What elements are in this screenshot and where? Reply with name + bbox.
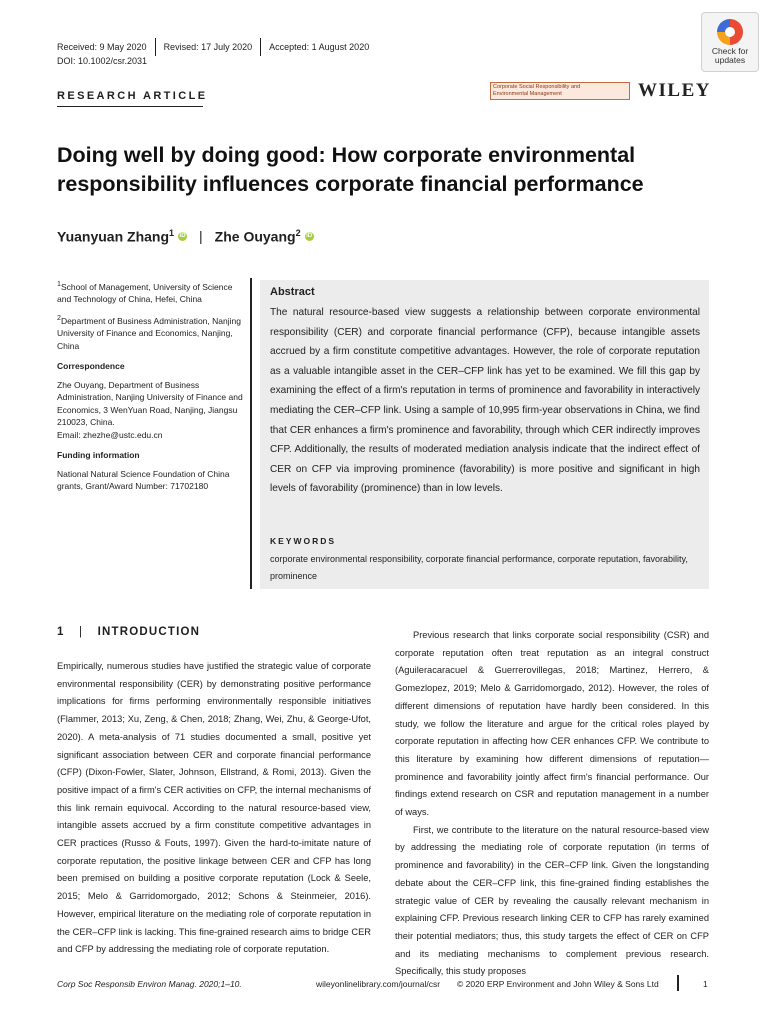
keywords-heading: KEYWORDS [270, 536, 337, 546]
journal-logo[interactable] [490, 82, 630, 100]
journal-logo-line-1: Corporate Social Responsibility and [493, 84, 581, 90]
divider [260, 38, 261, 56]
author-info-sidebar [57, 278, 243, 499]
badge-label-line-1: Check for [711, 46, 749, 56]
revised-date: Revised: 17 July 2020 [163, 42, 253, 52]
accepted-date: Accepted: 1 August 2020 [269, 42, 370, 52]
correspondence-heading: Correspondence [57, 361, 125, 372]
body-column-right [395, 627, 709, 981]
author-name[interactable]: Zhe Ouyang$^2$ [214, 228, 301, 245]
funding-heading: Funding information [57, 450, 140, 461]
paper-title: Doing well by doing good: How corporate environmental responsibility influences corporate financial performance [57, 143, 644, 196]
footer-copyright: © 2020 ERP Environment and John Wiley & Sons Ltd [457, 979, 659, 989]
body-column-left [57, 658, 371, 973]
footer-url-link[interactable]: wileyonlinelibrary.com/journal/csr [316, 979, 441, 989]
divider [155, 38, 156, 56]
doi-link[interactable]: DOI: 10.1002/csr.2031 [57, 56, 148, 66]
author-name[interactable]: Yuanyuan Zhang$^1$ [57, 228, 175, 245]
publication-dates [57, 38, 369, 56]
publisher-logo[interactable]: WILEY [638, 80, 711, 101]
journal-logo-line-2: Environmental Management [493, 91, 562, 97]
section-title: INTRODUCTION [97, 626, 201, 638]
check-for-updates-icon [717, 19, 743, 45]
abstract-heading: Abstract [270, 286, 315, 298]
body-paragraph: Empirically, numerous studies have justified the strategic value of corporate environmental responsibility (CER) by demonstrating positive performance implications for firms performing environmentally responsible initiatives (Flammer, 2013; Xu, Zeng, & Chen, 2018; Zhang, Wei, Zhu, & George-Ufot, 2020). A meta-analysis of 71 studies documented a small, positive yet significant association between CER and corporate financial performance (CFP) (Dixon-Fowler, Slater, Johnson, Ellstrand, & Romi, 2013). Given the positive impact of a firm's CER activities on CFP, the internal mechanisms of this link remain equivocal. According to the natural resource-based view, intangible assets accrued by a firm constitute competitive advantages in CER practices (Russo & Fouts, 1997). Given the hard-to-imitate nature of corporate reputation, the positive linkage between CER and CFP has long been premised on building a positive corporate reputation (Lock & Seele, 2015; Melo & Garridomorgado, 2012; Schons & Steinmeier, 2016). However, empirical literature on the mediating role of corporate reputation in the CER–CFP link is lacking. This fine-grained research aims to bridge CER and CFP by addressing the mediating role of corporate reputation. [57, 661, 371, 955]
funding-body: National Natural Science Foundation of China grants, Grant/Award Number: 71702180 [57, 468, 230, 492]
affiliation: $^2$Department of Business Administration, Nanjing University of Finance and Economics, Nanjing, China [57, 313, 241, 351]
check-for-updates-button[interactable] [701, 12, 759, 72]
body-paragraph: First, we contribute to the literature on the natural resource-based view by addressing the mediating role of corporate reputation (in terms of prominence and favorability) in the CER–CFP link. Given the longstanding debate about the CER–CFP link, this fine-grained finding establishes the strategic value of CER by revealing the causally relevant mechanism in explaining CFP. Previous research linking CER to CFP has rarely examined their potential mediators; thus, this study targets the effect of CER on CFP and its mediating mechanisms to complement previous research. Specifically, this study proposes [395, 824, 709, 977]
author-separator: | [199, 228, 203, 245]
page-number: 1 [703, 979, 708, 989]
footer-journal-citation: Corp Soc Responsib Environ Manag. 2020;1–10. [57, 979, 242, 989]
section-number: 1 [57, 626, 65, 638]
keywords-text: corporate environmental responsibility, corporate financial performance, corporate reputation, favorability, prominence [270, 554, 688, 581]
divider [677, 975, 679, 991]
abstract-text: The natural resource-based view suggests a relationship between corporate environmental responsibility (CER) and corporate financial performance (CFP), because intangible assets accrued by a firm constitute competitive advantages. However, the role of corporate reputation as a valuable intangible asset in the CER–CFP link has yet to be examined. We fill this gap by examining the effect of a firm's reputation in terms of prominence and favorability in interactively mediating the CER–CFP link. Using a sample of 10,995 firm-year observations in China, we find that CER enhances a firm's prominence and favorability, through which CER indirectly improves CFP. Additionally, the results of moderated mediation analysis indicate that the indirect effect of CER on CFP via improving prominence (favorability) is more positive and significant in high levels of favorability (prominence) than in low levels. [270, 307, 700, 495]
orcid-icon[interactable]: iD [179, 232, 186, 239]
correspondence-body: Zhe Ouyang, Department of Business Administration, Nanjing University of Finance and Economics, 3 WenYuan Road, Nanjing, Jiangsu 210023, China. [57, 379, 243, 428]
received-date: Received: 9 May 2020 [57, 42, 147, 52]
correspondence-email[interactable]: Email: zhezhe@ustc.edu.cn [57, 429, 163, 440]
section-heading [57, 626, 200, 638]
divider [57, 106, 203, 107]
section-separator: | [79, 626, 84, 638]
orcid-icon[interactable]: iD [306, 232, 313, 239]
article-type: RESEARCH ARTICLE [57, 90, 208, 102]
badge-label-line-2: updates [714, 55, 746, 65]
affiliation: $^1$School of Management, University of Science and Technology of China, Hefei, China [57, 280, 233, 305]
body-paragraph: Previous research that links corporate social responsibility (CSR) and corporate reputation often treat reputation as an integral construct (Aguileracaracuel & Guerrerovillegas, 2018; Martinez, Herrero, & Gomezlopez, 2019; Melo & Garridomorgado, 2012). However, the roles of different dimensions of reputation have hardly been considered. In this study, we follow the literature and argue for the critical roles played by corporate reputation in affecting how CER enhances CFP. We contribute to this literature by examining how different dimensions of reputation—prominence and favorability jointly affect firm's financial performance. Our findings extend research on CSR and reputation management in a number of ways. [395, 630, 709, 818]
divider [250, 278, 252, 589]
author-list [57, 228, 314, 245]
